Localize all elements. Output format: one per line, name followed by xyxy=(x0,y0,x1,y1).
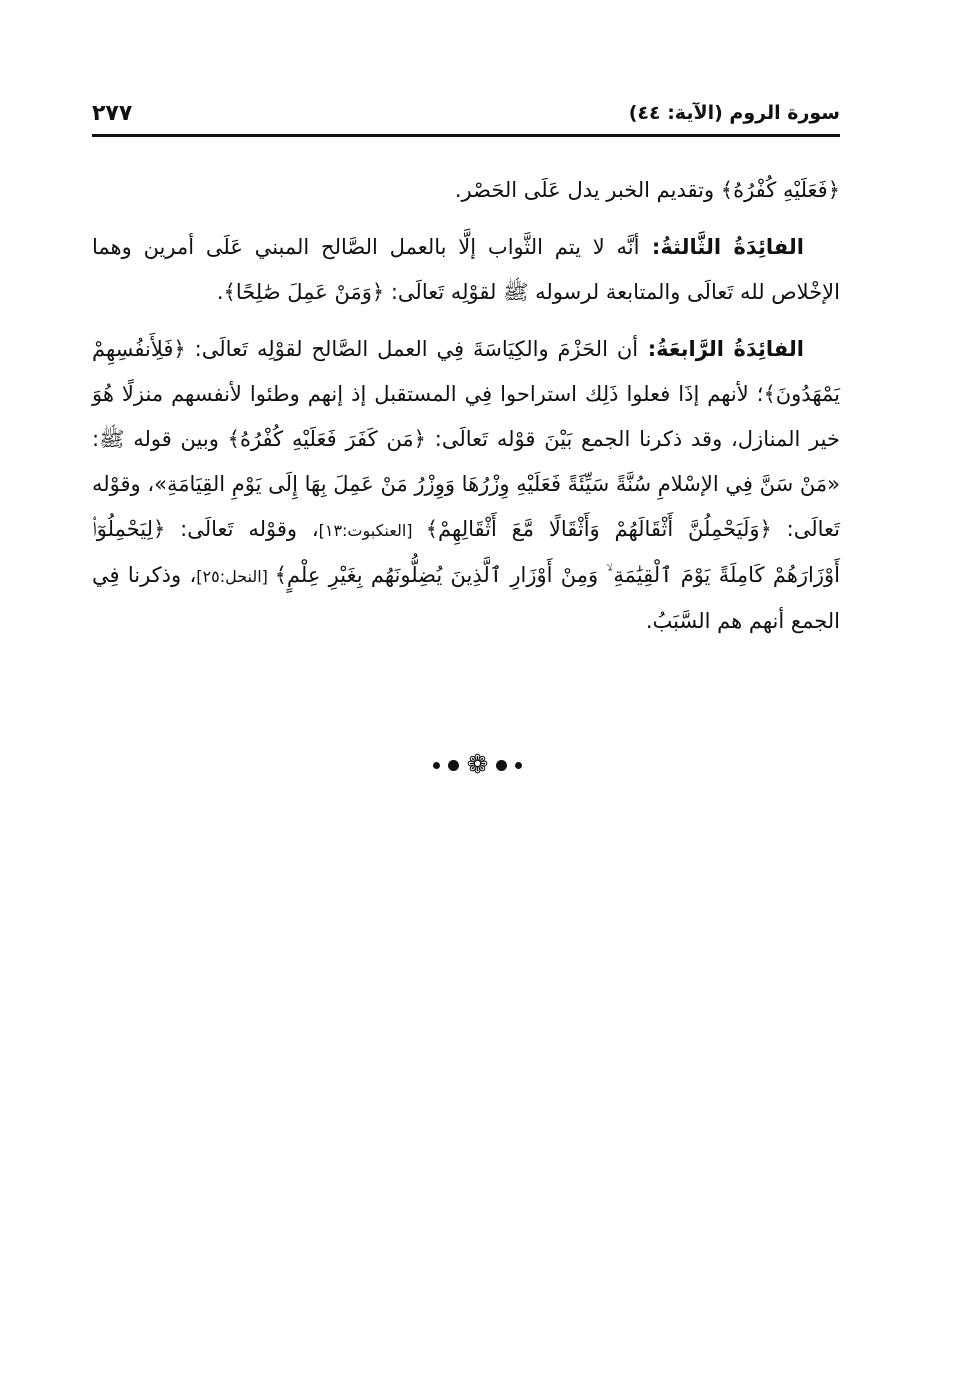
page-number: ٢٧٧ xyxy=(92,100,133,126)
ornament-dot xyxy=(433,762,440,769)
ornament-dot xyxy=(496,760,507,771)
text-run: أنَّه لا يتم الثَّواب إلَّا بالعمل الصَّالح المبني عَلَى أمرين وهما الإخْلاص لله تَعالَى والمتابعة لرسوله ﷺ لقوْلِه تَعالَى: xyxy=(92,235,840,304)
text-run: ، وقوْله تَعالَى: xyxy=(165,517,319,541)
section-lead: الفائِدَةُ الرَّابعَةُ: xyxy=(638,337,804,361)
flower-icon: ❁ xyxy=(466,750,489,780)
quran-verse: ﴿مَن كَفَرَ فَعَلَيْهِ كُفْرُهُ﴾ xyxy=(227,427,426,451)
quran-verse: ﴿فَعَلَيْهِ كُفْرُهُ﴾ xyxy=(720,178,840,202)
ornament-dot xyxy=(515,762,522,769)
paragraph xyxy=(92,225,840,315)
verse-reference: [العنكبوت:١٣] xyxy=(318,521,426,540)
text-run: وتقديم الخبر يدل عَلَى الحَصْر. xyxy=(454,178,721,202)
header-rule xyxy=(92,134,840,137)
text-run: أن الحَزْمَ والكِيَاسَةَ فِي العمل الصَّالح لقوْلِه تَعالَى: xyxy=(185,337,639,361)
quran-verse: ﴿وَلَيَحْمِلُنَّ أَثْقَالَهُمْ وَأَثْقَالًا مَّعَ أَثْقَالِهِمْ﴾ xyxy=(425,517,772,541)
quran-verse: ﴿وَمَنْ عَمِلَ صَٰلِحًا﴾ xyxy=(223,280,385,304)
text-run: . xyxy=(216,280,224,304)
ornament-dot xyxy=(448,760,459,771)
text-run: ؛ لأنهم إذَا فعلوا ذَلِك استراحوا فِي المستقبل إذ إنهم وطئوا لأنفسهم منزلًا هُوَ خير المنازل، وقد ذكرنا الجمع بَيْنَ قوْله تَعالَى: xyxy=(92,382,840,451)
verse-reference: [النحل:٢٥] xyxy=(196,567,275,586)
end-ornament xyxy=(0,752,955,778)
body-text xyxy=(92,168,840,656)
quran-verse: ﴿فَلِأَنفُسِهِمْ يَمْهَدُونَ﴾ xyxy=(92,337,840,406)
text-run: ، وذكرنا فِي الجمع أنهم هم السَّبَبُ. xyxy=(92,563,840,633)
quran-verse: ﴿لِيَحْمِلُوٓا۟ أَوْزَارَهُمْ كَامِلَةً يَوْمَ ٱلْقِيَٰمَةِ ۙ وَمِنْ أَوْزَارِ ٱلَّذِينَ يُضِلُّونَهُم بِغَيْرِ عِلْمٍ﴾ xyxy=(92,517,840,587)
paragraph xyxy=(92,168,840,213)
page-header xyxy=(92,96,840,130)
section-lead: الفائِدَةُ الثَّالثةُ: xyxy=(639,235,804,259)
paragraph xyxy=(92,327,840,644)
text-run: وبين قوله ﷺ: «مَنْ سَنَّ فِي الإسْلامِ سُنَّةً سَيِّئَةً فَعَلَيْهِ وِزْرُهَا وَوِزْرُ مَنْ عَمِلَ بِهَا إِلَى يَوْمِ القِيَامَةِ»، وقوْله تَعالَى: xyxy=(92,427,841,541)
running-head: سورة الروم (الآية: ٤٤) xyxy=(628,102,840,124)
